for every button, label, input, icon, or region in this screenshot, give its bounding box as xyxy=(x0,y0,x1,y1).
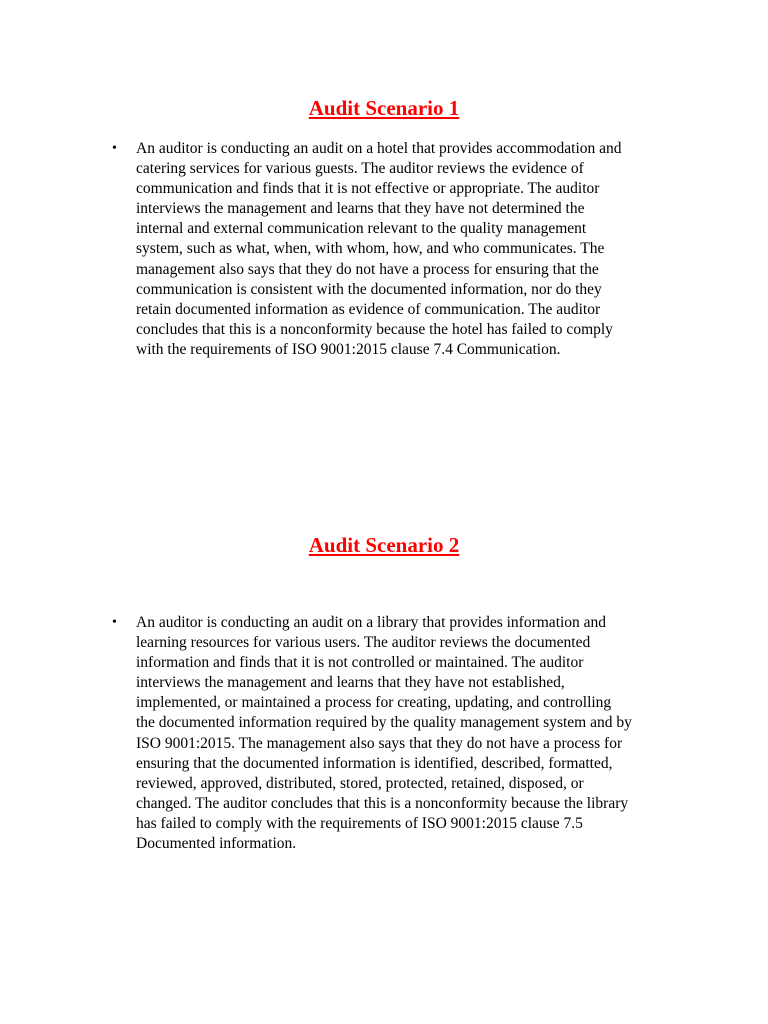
section-heading-audit-scenario-1: Audit Scenario 1 xyxy=(308,96,460,120)
bullet-icon: • xyxy=(112,615,117,630)
bullet-icon: • xyxy=(112,141,117,156)
section-heading-audit-scenario-2: Audit Scenario 2 xyxy=(308,533,460,557)
scenario-1-paragraph: An auditor is conducting an audit on a hotel that provides accommodation and catering services for various guests. The auditor reviews the evidence of communication and finds that it is not effective or appropriate. The auditor interviews the management and learns that they have not determined the internal and external communication relevant to the quality management system, such as what, when, with whom, how, and who communicates. The management also says that they do not have a process for ensuring that the communication is consistent with the documented information, nor do they retain documented information as evidence of communication. The auditor concludes that this is a nonconformity because the hotel has failed to comply with the requirements of ISO 9001:2015 clause 7.4 Communication. xyxy=(136,140,622,358)
scenario-2-paragraph: An auditor is conducting an audit on a library that provides information and learning resources for various users. The auditor reviews the documented information and finds that it is not controlled or maintained. The auditor interviews the management and learns that they have not established, implemented, or maintained a process for creating, updating, and controlling the documented information required by the quality management system and by ISO 9001:2015. The management also says that they do not have a process for ensuring that the documented information is identified, described, formatted, reviewed, approved, distributed, stored, protected, retained, disposed, or changed. The auditor concludes that this is a nonconformity because the library has failed to comply with the requirements of ISO 9001:2015 clause 7.5 Documented information. xyxy=(136,614,632,853)
